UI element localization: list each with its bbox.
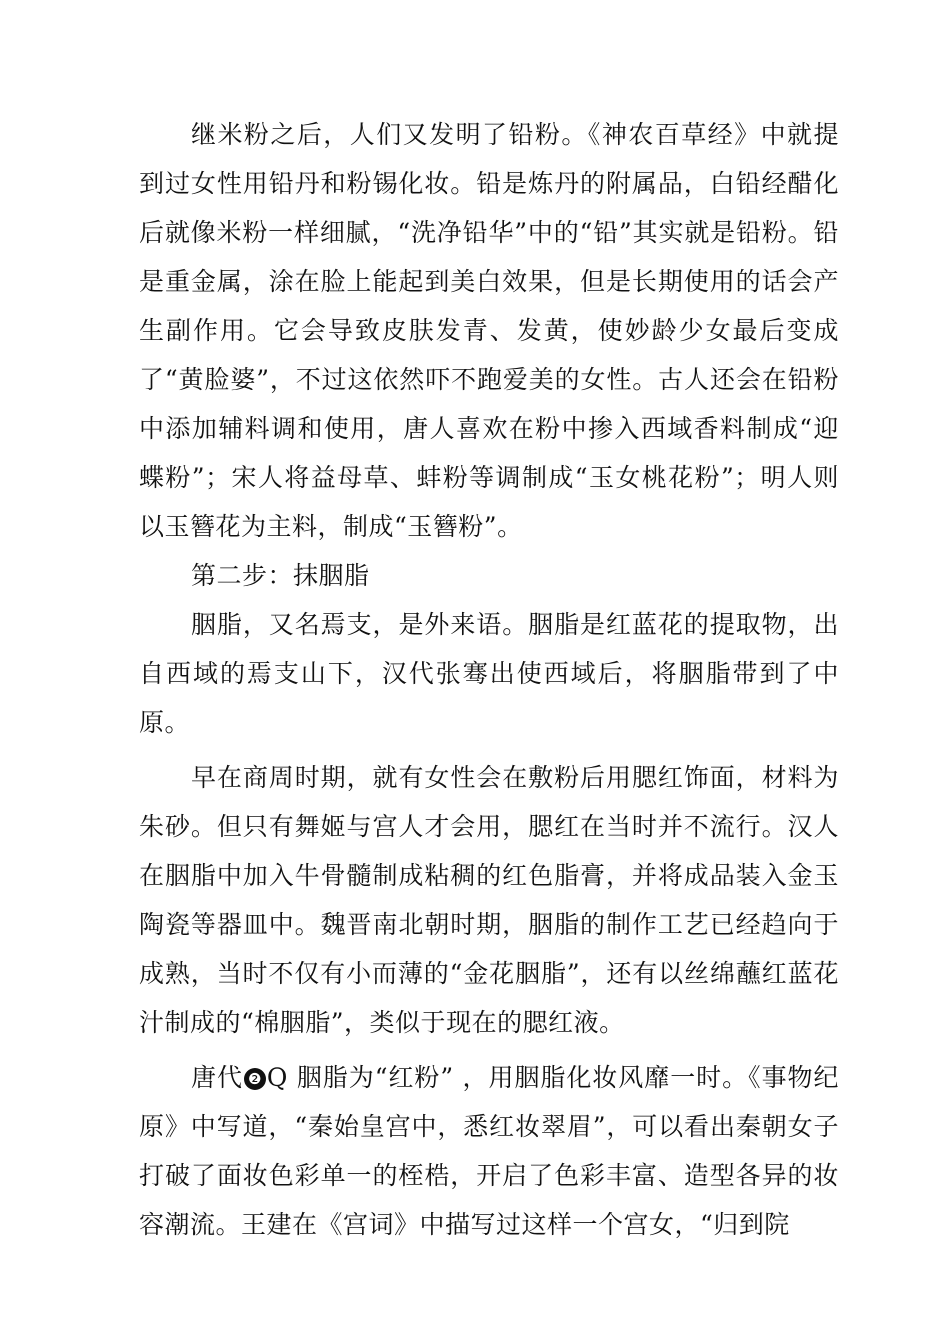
paragraph-rouge-history: 早在商周时期，就有女性会在敷粉后用腮红饰面，材料为朱砂。但只有舞姬与宫人才会用，腮红在当时并不流行。汉人在胭脂中加入牛骨髓制成粘稠的红色脂膏，并将成品装入金玉陶瓷等器皿中。魏晋南北朝时期，胭脂的制作工艺已经趋向于成熟，当时不仅有小而薄的“金花胭脂”，还有以丝绵蘸红蓝花汁制成的“棉胭脂”，类似于现在的腮红液。 <box>139 763 839 1037</box>
document-body <box>139 110 839 1249</box>
paragraph-lead-powder: 继米粉之后，人们又发明了铅粉。《神农百草经》中就提到过女性用铅丹和粉锡化妆。铅是炼丹的附属品，白铅经醋化后就像米粉一样细腻，“洗净铅华”中的“铅”其实就是铅粉。铅是重金属，涂在脸上能起到美白效果，但是长期使用的话会产生副作用。它会导致皮肤发青、发黄，使妙龄少女最后变成了“黄脸婆”，不过这依然吓不跑爱美的女性。古人还会在铅粉中添加辅料调和使用，唐人喜欢在粉中掺入西域香料制成“迎蝶粉”；宋人将益母草、蚌粉等调制成“玉女桃花粉”；明人则以玉簪花为主料，制成“玉簪粉”。 <box>139 120 839 541</box>
paragraph-rouge-origin: 胭脂，又名焉支，是外来语。胭脂是红蓝花的提取物，出自西域的焉支山下，汉代张骞出使西域后，将胭脂带到了中原。 <box>139 610 839 737</box>
paragraph-tang-rouge <box>139 1053 839 1249</box>
section-heading-step-two: 第二步：抹胭脂 <box>191 561 370 590</box>
paragraph-tang-rouge-start: 唐代 <box>191 1063 243 1092</box>
circled-number-two-icon: ❷ <box>244 1068 266 1090</box>
paragraph-tang-rouge-rest: Q 胭脂为“红粉” ，用胭脂化妆风靡一时。《事物纪原》中写道，“秦始皇宫中，悉红妆翠眉”，可以看出秦朝女子打破了面妆色彩单一的桎梏，开启了色彩丰富、造型各异的妆容潮流。王建在《宫词》中描写过这样一个宫女，“归到院 <box>139 1063 839 1239</box>
